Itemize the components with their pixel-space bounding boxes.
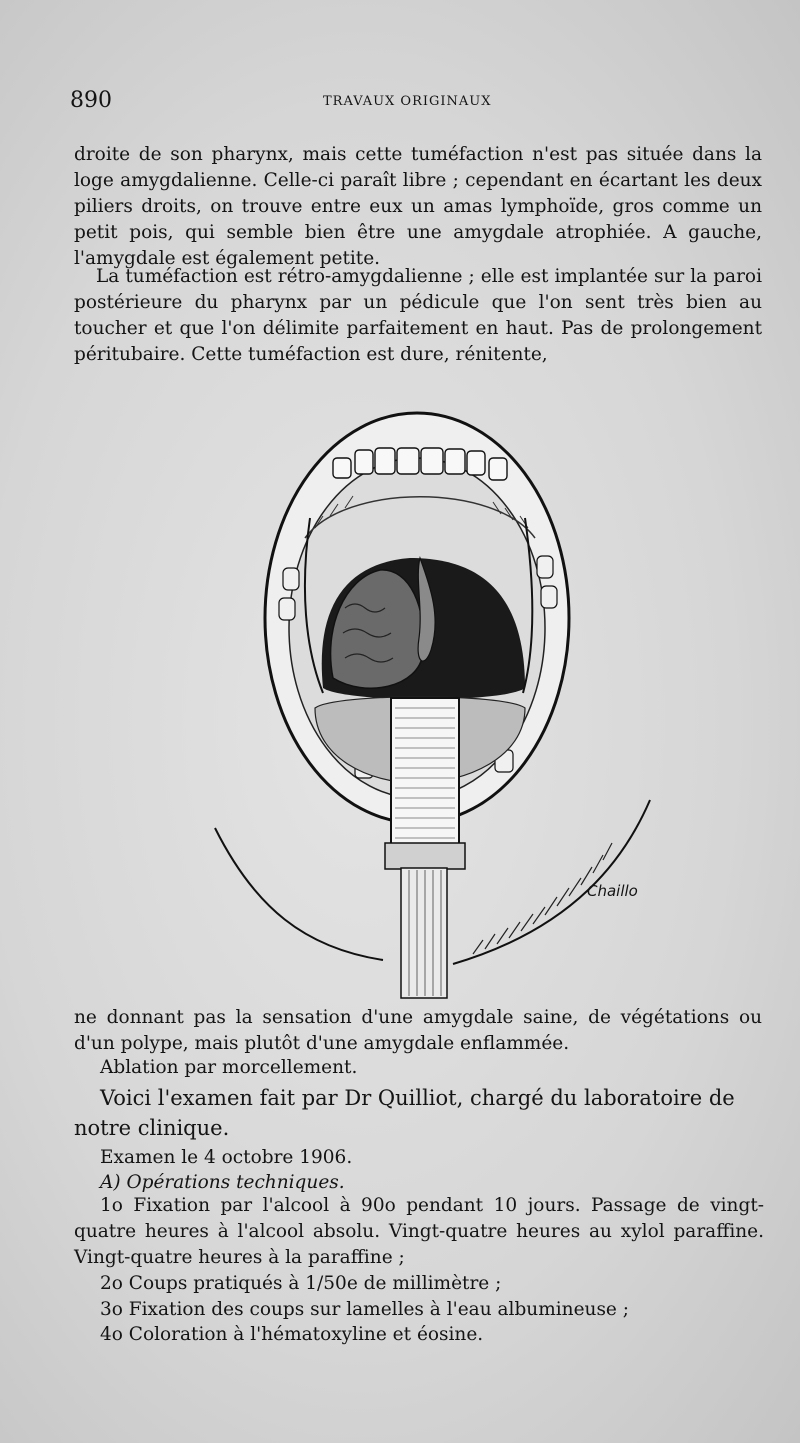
depressor-handle — [401, 868, 447, 998]
left-jaw-line — [215, 828, 383, 960]
paragraph-2: La tuméfaction est rétro-amygdalienne ; elle est implantée sur la paroi postérieure du pharynx par un pédicule que l'on sent très bien au toucher et que l'on délimite parfaitement en haut. Pas de prolongement péritubaire. Cette tuméfaction est dure, rénitente, — [74, 266, 762, 365]
artist-signature: Chaillo — [587, 882, 638, 900]
exam-date: Examen le 4 octobre 1906. — [100, 1147, 353, 1168]
page-header — [70, 88, 760, 116]
running-head: TRAVAUX ORIGINAUX — [323, 94, 492, 109]
step-3-line: 3o Fixation des coups sur lamelles à l'eau albumineuse ; — [100, 1299, 629, 1320]
depressor-collar — [385, 843, 465, 869]
step-4-line: 4o Coloration à l'hématoxyline et éosine. — [100, 1324, 484, 1345]
operations-heading: A) Opérations techniques. — [100, 1172, 345, 1193]
ablation-line: Ablation par morcellement. — [100, 1057, 358, 1078]
step-2-line: 2o Coups pratiqués à 1/50e de millimètre ; — [100, 1273, 502, 1294]
exam-paragraph: Voici l'examen fait par Dr Quilliot, chargé du laboratoire de notre clinique. — [74, 1086, 735, 1140]
tongue-depressor — [391, 698, 459, 848]
fixation-paragraph: 1o Fixation par l'alcool à 90o pendant 10 jours. Passage de vingt-quatre heures à l'alcool absolu. Vingt-quatre heures au xylol paraffine. Vingt-quatre heures à la paraffine ; — [74, 1195, 764, 1268]
throat-illustration — [205, 388, 665, 1003]
paragraph-1: droite de son pharynx, mais cette tuméfaction n'est pas située dans la loge amygdalienne. Celle-ci paraît libre ; cependant en écartant les deux piliers droits, on trouve entre eux un amas lymphoïde, gros comme un petit pois, qui semble bien être une amygdale atrophiée. A gauche, l'amygdale est également petite. — [74, 144, 762, 269]
page-number: 890 — [70, 88, 112, 113]
paragraph-3: ne donnant pas la sensation d'une amygdale saine, de végétations ou d'un polype, mais plutôt d'une amygdale enflammée. — [74, 1007, 762, 1054]
